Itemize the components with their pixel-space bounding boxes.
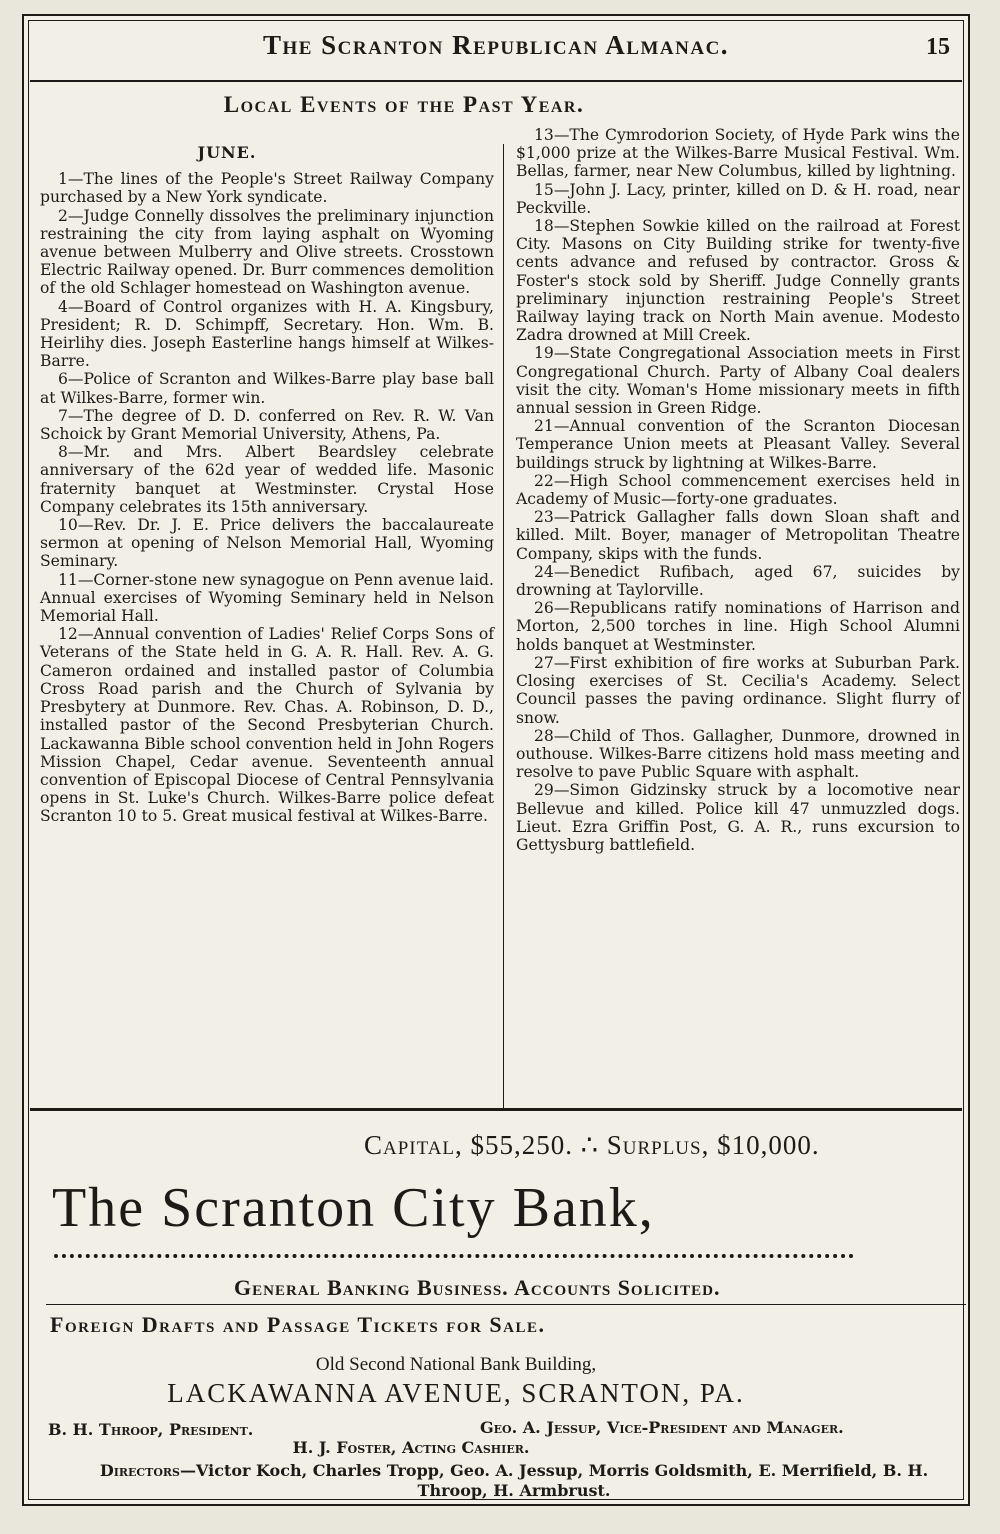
president-line: B. H. Throop, President. bbox=[48, 1420, 254, 1439]
right-column bbox=[516, 126, 960, 854]
almanac-page bbox=[22, 14, 970, 1506]
event-entry: 28—Child of Thos. Gallagher, Dunmore, drowned in outhouse. Wilkes-Barre citizens hold mass meeting and resolve to pave Public Square with asphalt. bbox=[516, 726, 960, 782]
event-entry: 6—Police of Scranton and Wilkes-Barre play base ball at Wilkes-Barre, former win. bbox=[40, 370, 494, 407]
event-entry: 4—Board of Control organizes with H. A. Kingsbury, President; R. D. Schimpff, Secretary. Hon. Wm. B. Heirlihy dies. Joseph Easterline hangs himself at Wilkes-Barre. bbox=[40, 297, 494, 371]
directors-names: —Victor Koch, Charles Tropp, Geo. A. Jessup, Morris Goldsmith, E. Merrifield, B. H. Throop, H. Armbrust. bbox=[179, 1461, 929, 1500]
event-entry: 10—Rev. Dr. J. E. Price delivers the baccalaureate sermon at opening of Nelson Memorial Hall, Wyoming Seminary. bbox=[40, 516, 494, 571]
cashier-line: H. J. Foster, Acting Cashier. bbox=[292, 1438, 530, 1457]
event-entry: 8—Mr. and Mrs. Albert Beardsley celebrate anniversary of the 62d year of wedded life. Masonic fraternity banquet at Westminster. Crystal Hose Company celebrates its 15th anniversary. bbox=[40, 443, 494, 516]
banking-line: General Banking Business. Accounts Solicited. bbox=[234, 1275, 721, 1300]
directors-label: Directors bbox=[99, 1461, 180, 1480]
event-entry: 7—The degree of D. D. conferred on Rev. R. W. Van Schoick by Grant Memorial University, Athens, Pa. bbox=[40, 406, 494, 444]
foreign-drafts-line: Foreign Drafts and Passage Tickets for Sale. bbox=[50, 1312, 546, 1337]
event-entry: 26—Republicans ratify nominations of Harrison and Morton, 2,500 torches in line. High School Alumni holds banquet at Westminster. bbox=[516, 599, 960, 654]
capital-surplus-line: Capital, $55,250. ∴ Surplus, $10,000. bbox=[364, 1130, 820, 1160]
street-address: LACKAWANNA AVENUE, SCRANTON, PA. bbox=[167, 1378, 745, 1408]
directors-list bbox=[94, 1461, 934, 1501]
event-entry: 23—Patrick Gallagher falls down Sloan shaft and killed. Milt. Boyer, manager of Metropolitan Theatre Company, skips with the funds. bbox=[516, 508, 960, 563]
event-entry: 27—First exhibition of fire works at Suburban Park. Closing exercises of St. Cecilia's Academy. Select Council passes the paving ordinance. Slight flurry of snow. bbox=[516, 653, 960, 727]
event-entry: 18—Stephen Sowkie killed on the railroad at Forest City. Masons on City Building strike for twenty-five cents advance and refused by contractor. Gross & Foster's stock sold by Sheriff. Judge Connelly grants preliminary injunction restraining People's Street Railway laying track on North Main avenue. Modesto Zadra drowned at Mill Creek. bbox=[516, 217, 960, 345]
section-title: Local Events of the Past Year. bbox=[223, 92, 585, 117]
building-address: Old Second National Bank Building, bbox=[315, 1354, 597, 1375]
event-entry: 11—Corner-stone new synagogue on Penn avenue laid. Annual exercises of Wyoming Seminary held in Nelson Memorial Hall. bbox=[40, 570, 494, 626]
advertisement-rule bbox=[30, 1108, 962, 1111]
vice-president-line: Geo. A. Jessup, Vice-President and Manager. bbox=[480, 1418, 844, 1437]
event-entry: 22—High School commencement exercises held in Academy of Music—forty-one graduates. bbox=[516, 471, 960, 509]
left-column bbox=[40, 144, 494, 826]
dotted-rule bbox=[54, 1254, 854, 1258]
divider-rule bbox=[46, 1304, 966, 1305]
running-title: The Scranton Republican Almanac. bbox=[262, 30, 730, 60]
event-entry: 12—Annual convention of Ladies' Relief Corps Sons of Veterans of the State held in G. A. R. Hall. Rev. A. G. Cameron ordained and installed pastor of Columbia Cross Road parish and the Church of Sylvania by Presbytery at Dunmore. Rev. Chas. A. Robinson, D. D., installed pastor of the Second Presbyterian Church. Lackawanna Bible school convention held in John Rogers Mission Chapel, Cedar avenue. Seventeenth annual convention of Episcopal Diocese of Central Pennsylvania opens in St. Luke's Church. Wilkes-Barre police defeat Scranton 10 to 5. Great musical festival at Wilkes-Barre. bbox=[40, 625, 494, 826]
bank-name: The Scranton City Bank, bbox=[52, 1177, 655, 1239]
event-entry: 13—The Cymrodorion Society, of Hyde Park wins the $1,000 prize at the Wilkes-Barre Musical Festival. Wm. Bellas, farmer, near New Columbus, killed by lightning. bbox=[516, 126, 960, 181]
event-entry: 2—Judge Connelly dissolves the preliminary injunction restraining the city from laying asphalt on Wyoming avenue between Mulberry and Olive streets. Crosstown Electric Railway opened. Dr. Burr commences demolition of the old Schlager homestead on Washington avenue. bbox=[40, 206, 494, 298]
header-rule bbox=[30, 80, 962, 82]
event-entry: 15—John J. Lacy, printer, killed on D. & H. road, near Peckville. bbox=[516, 180, 960, 217]
event-entry: 19—State Congregational Association meets in First Congregational Church. Party of Albany Coal dealers visit the city. Woman's Home missionary meets in fifth annual session in Green Ridge. bbox=[516, 344, 960, 418]
event-entry: 21—Annual convention of the Scranton Diocesan Temperance Union meets at Pleasant Valley. Several buildings struck by lightning at Wilkes-Barre. bbox=[516, 417, 960, 472]
page-number: 15 bbox=[926, 34, 950, 60]
event-entry: 24—Benedict Rufibach, aged 67, suicides by drowning at Taylorville. bbox=[516, 562, 960, 600]
event-entry: 29—Simon Gidzinsky struck by a locomotive near Bellevue and killed. Police kill 47 unmuzzled dogs. Lieut. Ezra Griffin Post, G. A. R., runs excursion to Gettysburg battlefield. bbox=[516, 781, 960, 854]
column-divider bbox=[503, 144, 504, 1108]
event-entry: 1—The lines of the People's Street Railway Company purchased by a New York syndicate. bbox=[40, 170, 494, 207]
month-heading: JUNE. bbox=[197, 143, 257, 162]
